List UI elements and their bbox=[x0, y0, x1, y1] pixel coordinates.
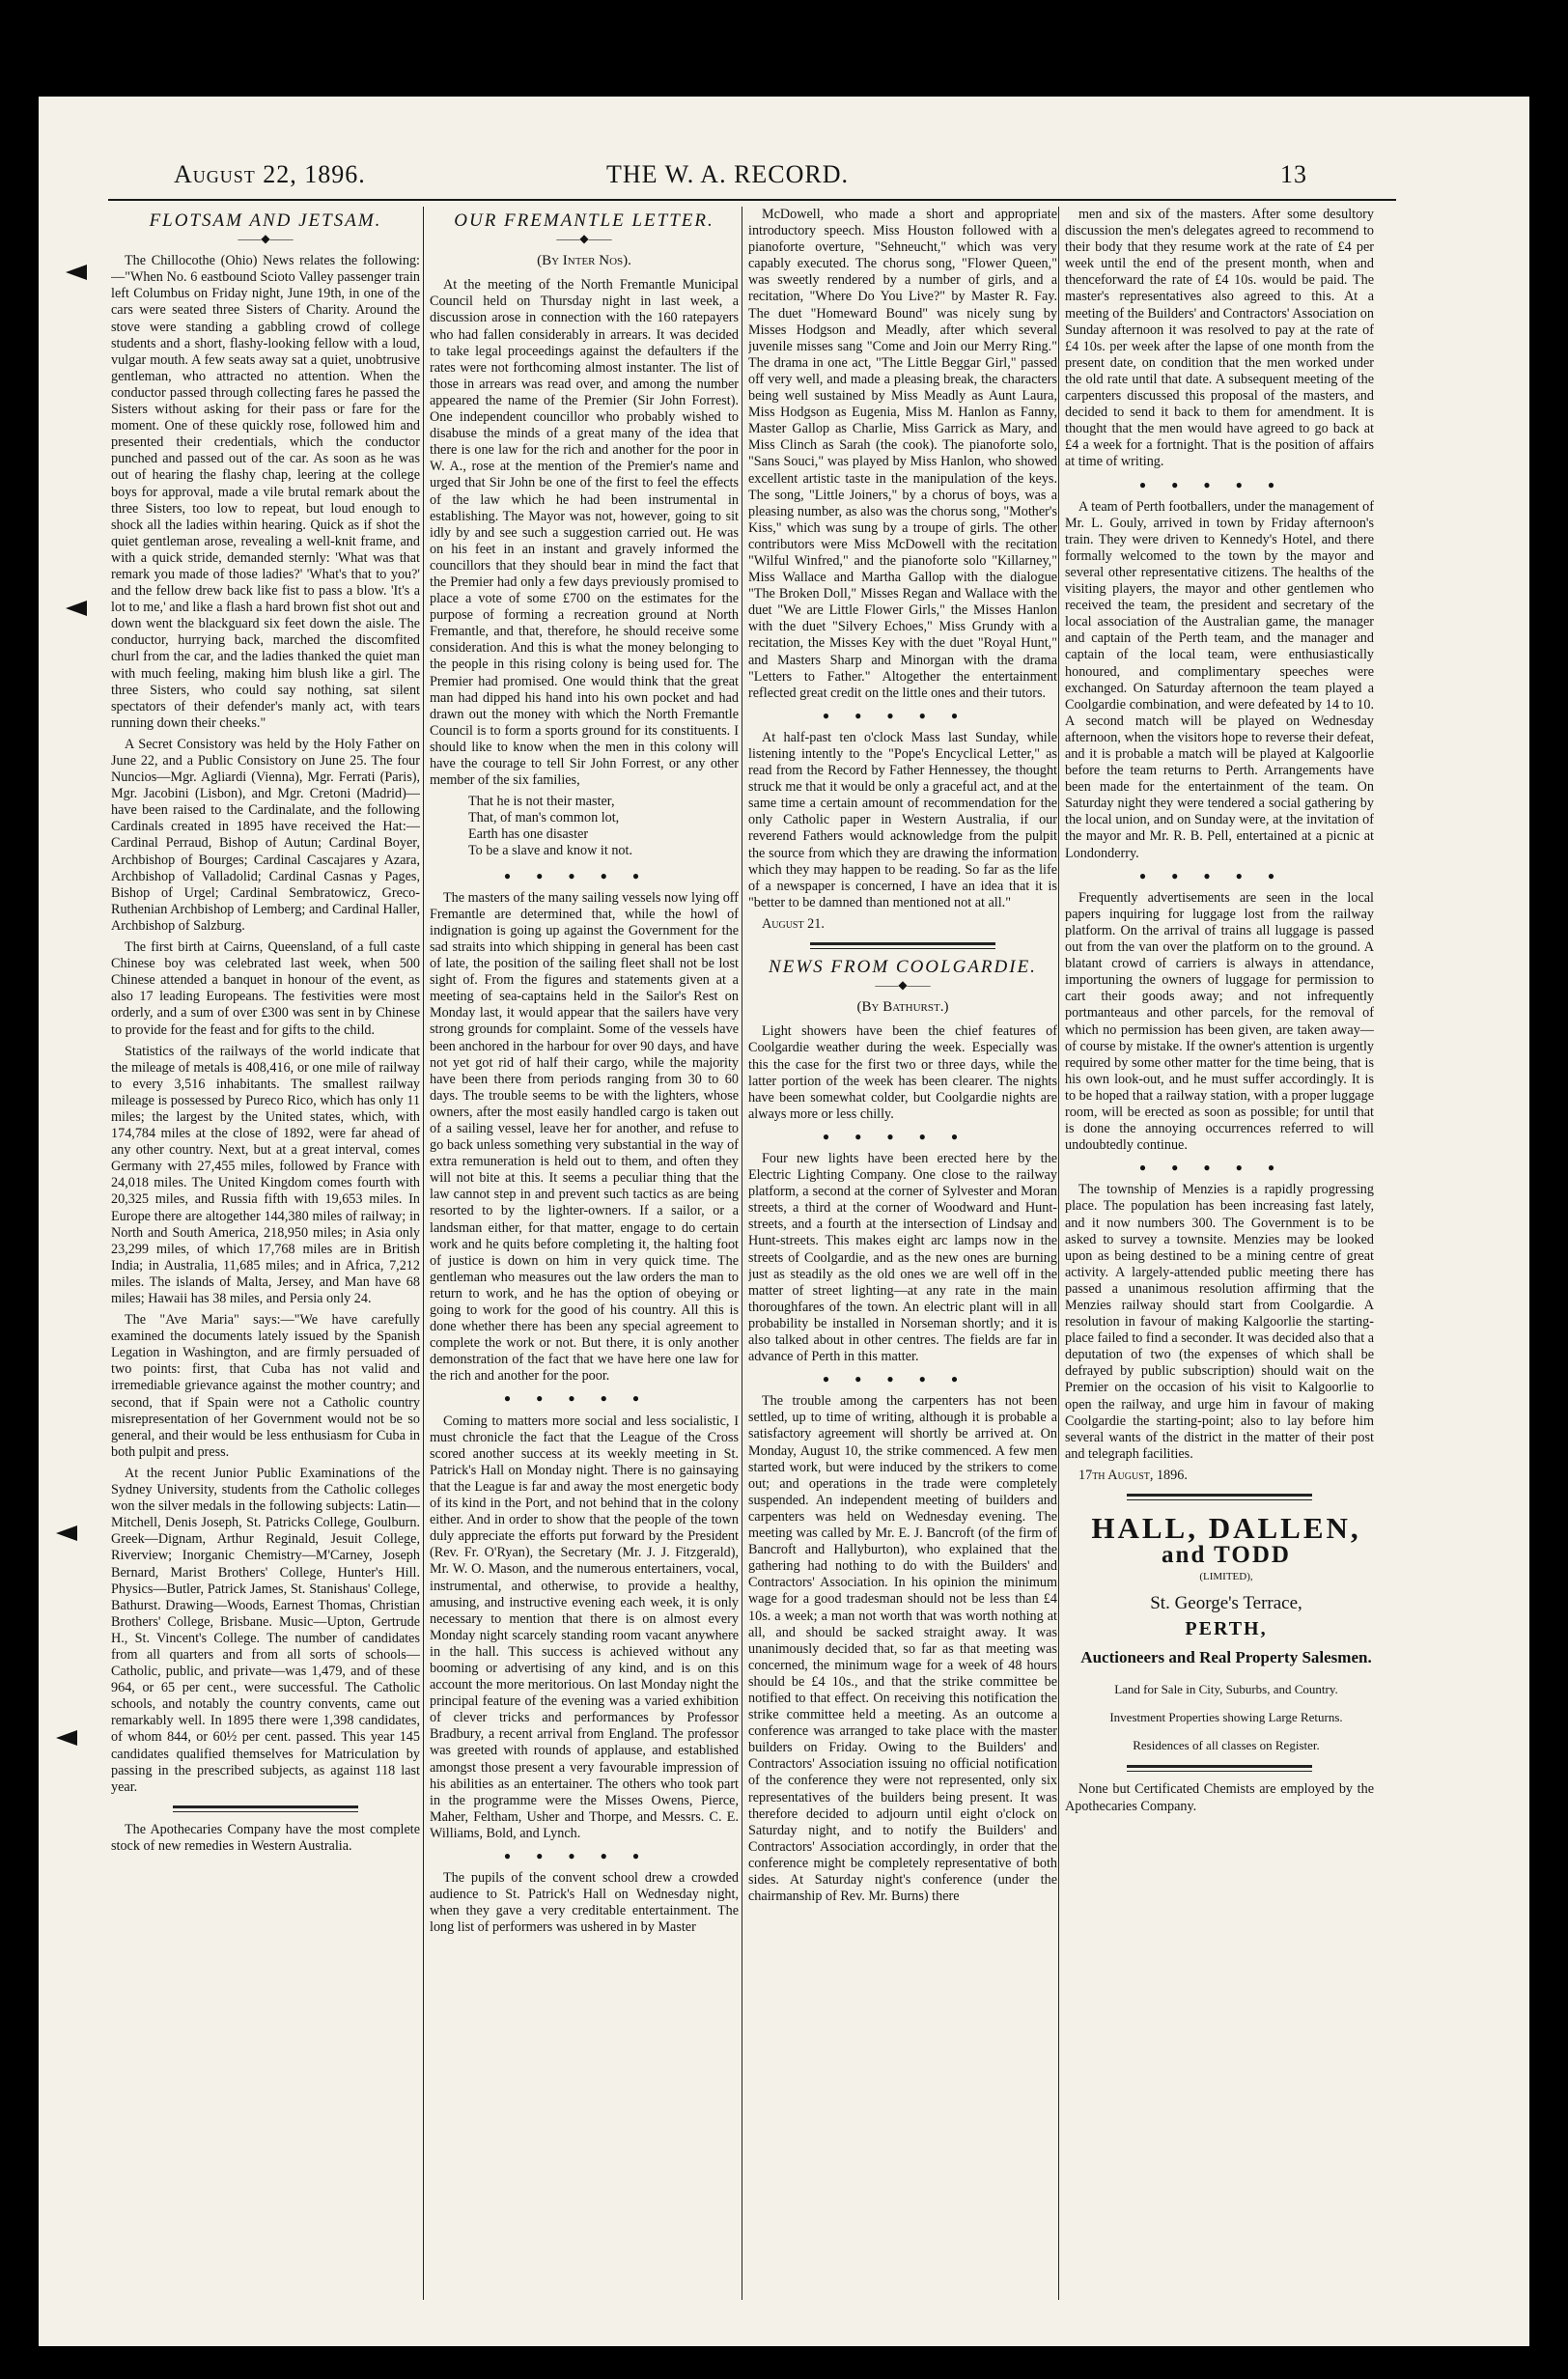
divider bbox=[1127, 1494, 1312, 1500]
verse-line: To be a slave and know it not. bbox=[468, 843, 633, 859]
section-break: ●●●●● bbox=[503, 1849, 665, 1862]
section-break: ●●●●● bbox=[822, 708, 984, 722]
byline: (By Bathurst.) bbox=[856, 999, 949, 1016]
margin-pointer-icon bbox=[66, 265, 87, 280]
article-paragraph: At the recent Junior Public Examinations of the Sydney University, students from the Catholic colleges won the silver medals in the following subjects: Latin—Mitchell, Denis Joseph, St. Patricks College, Goulburn. Greek—Dignam, Arthur Reginald, Jesuit College, Riverview; Inorganic Chemistry—M'Carney, Joseph Bernard, Marist Brothers' College, Hunter's Hill. Physics—Butler, Patrick James, St. Stanishaus' College, Bathurst. Drawing—Woods, Earnest Thomas, Christian Brothers' College, Brisbane. Music—Upton, Gertrude H., St. Vincent's College. The number of candidates from all quarters and from all sorts of schools—Catholic, public, and private—was 1,479, and of these 964, or 65 per cent., were successful. The Catholic schools, and notably the country convents, came out remarkably well. In 1895 there were 1,398 candidates, of whom 844, or 60½ per cent. passed. This year 145 candidates qualified themselves for Matriculation by passing in the prescribed subjects, as against 118 last year. bbox=[111, 1465, 420, 1795]
signoff: 17th August, 1896. bbox=[1078, 1467, 1188, 1483]
article-paragraph: Coming to matters more social and less socialistic, I must chronicle the fact that the League of the Cross scored another success at its weekly meeting in St. Patrick's Hall on Monday night. There is no gainsaying that the League is far and away the most energetic body of its kind in the Port, and not behind that in the colony either. And in order to show that the people of the town duly appreciate the efforts put forward by the President (Rev. Fr. O'Ryan), the Secretary (Mr. J. J. Fitzgerald), Mr. W. O. Mason, and the numerous entertainers, vocal, instrumental, and otherwise, to provide a healthy, amusing, and instructive evening each week, it is only necessary to mention that there is on almost every Monday night scarcely standing room vacant anywhere in the hall. This success is achieved without any booming or advertising of any kind, and is on this account the more meritorious. On last Monday night the principal feature of the evening was a varied exhibition of clever tricks and performances by Professor Bradbury, a recent arrival from England. The professor was greeted with rounds of applause, and established amongst those present a very favourable impression of his abilities as an entertainer. The others who took part in the programme were the Misses Owens, Pierce, Maher, Feltham, Usher and Thorpe, and Messrs. C. E. Williams, Bold, and Lynch. bbox=[430, 1413, 739, 1841]
verse-line: That he is not their master, bbox=[468, 794, 615, 810]
section-break: ●●●●● bbox=[1138, 1161, 1301, 1175]
article-paragraph: The pupils of the convent school drew a crowded audience to St. Patrick's Hall on Wednesday night, when they gave a very creditable entertainment. The long list of performers was ushered in by Master bbox=[430, 1870, 739, 1936]
margin-pointer-icon bbox=[56, 1525, 77, 1541]
section-break: ●●●●● bbox=[1138, 868, 1301, 882]
verse bbox=[468, 794, 739, 859]
article-paragraph: A team of Perth footballers, under the management of Mr. L. Gouly, arrived in town by Friday afternoon's train. They were driven to Kennedy's Hotel, and there formally welcomed to the town by the mayor and several other representative citizens. The healths of the visiting players, the mayor and other gentlemen who received the team, the president and secretary of the local association of the Australian game, the manager and captain of the Perth team, and the manager and captain of the local team, were enthusiastically honoured, and complimentary speeches were exchanged. On Saturday afternoon the team played a Coolgardie combination, and were defeated by 14 to 10. A second match will be played on Wednesday afternoon, when the visitors hope to reverse their defeat, and it is probable a match will be played at Kalgoorlie before the team returns to Perth. Arrangements have been made for the entertainment of the team. On Saturday night they were tendered a social gathering by the local union, and on Sunday were, at the invitation of the mayor and Mr. R. B. Pell, entertained at a picnic at Londonderry. bbox=[1065, 498, 1374, 861]
verse-line: That, of man's common lot, bbox=[468, 810, 620, 826]
section-break: ●●●●● bbox=[822, 1372, 984, 1386]
header-rule bbox=[108, 199, 1396, 201]
divider bbox=[1127, 1765, 1312, 1772]
ad-address: St. George's Terrace, bbox=[1150, 1593, 1302, 1614]
section-title: OUR FREMANTLE LETTER. bbox=[454, 210, 714, 231]
article-paragraph: The "Ave Maria" says:—"We have carefully examined the documents lately issued by the Spanish Legation in Washington, and are firmly persuaded of two points: first, that Cuba has not valid and irremediable grievance against the mother country; and second, that if Spain were not a Catholic country misrepresentation of her Government would not be so general, and their would be less enthusiasm for Cuba in both pulpit and press. bbox=[111, 1312, 420, 1460]
ad-line: Investment Properties showing Large Returns. bbox=[1109, 1710, 1343, 1725]
article-paragraph: men and six of the masters. After some desultory discussion the men's delegates agreed to recommend to their body that they resume work at the rate of £4 per week until the end of the present month, when and thenceforward the rate of £4 10s. would be paid. The master's representatives also agreed to this. At a meeting of the Builders' and Contractors' Association on Sunday afternoon it was resolved to pay at the rate of £4 10s. per week after the lapse of one month from the present date, on condition that the men worked under the old rate until that date. A subsequent meeting of the carpenters discussed this proposal of the masters, and decided to send it back to them for amendment. It is thought that the men would have agreed to go back at £4 a week for a fortnight. That is the position of affairs at time of writing. bbox=[1065, 207, 1374, 470]
article-paragraph: The first birth at Cairns, Queensland, of a full caste Chinese boy was celebrated last week, when 500 Chinese attended a banquet in honour of the event, as also 17 leading Europeans. The festivities were most orderly, and a sum of over £300 was sent in by Chinese to provide for the feast and for gifts to the child. bbox=[111, 939, 420, 1038]
article-paragraph: At half-past ten o'clock Mass last Sunday, while listening intently to the "Pope's Encyclical Letter," as read from the Record by Father Hennessey, the thought struck me that it would be only a graceful act, and at the same time a certain amount of recommendation for the only Catholic paper in Western Australia, if our reverend Fathers would acknowledge from the pulpit the source from which they are drawing the information which they may happen to be reading. So far as the life of a newspaper is concerned, I have an idea that it is "better to be damned than mentioned not at all." bbox=[748, 729, 1057, 910]
signoff: August 21. bbox=[762, 915, 825, 932]
section-break: ●●●●● bbox=[503, 1391, 665, 1406]
issue-date: August 22, 1896. bbox=[174, 160, 366, 188]
article-paragraph: Frequently advertisements are seen in the local papers inquiring for luggage lost from the railway platform. On the arrival of trains all luggage is passed out from the van over the platform on to the ground. A blatant crowd of carriers is always in attendance, importuning the owners of luggage for permission to cart their goods away; and not infrequently portmanteaus and other parcels, for the removal of which no permission has been given, are taken away—of course by mistake. If the owner's attention is urgently required by some other matter for the time being, that is his own look-out, and he must suffer accordingly. It is to be hoped that a railway station, with a proper luggage room, will be erected as soon as possible; for until that is done the annoying occurrences referred to will undoubtedly continue. bbox=[1065, 889, 1374, 1154]
section-break: ●●●●● bbox=[1138, 477, 1301, 491]
page-number: 13 bbox=[1280, 160, 1307, 188]
article-paragraph: At the meeting of the North Fremantle Municipal Council held on Thursday night in last week, a discussion arose in connection with the 160 ratepayers who had fallen considerably in arrears. It was decided to take legal proceedings against the defaulters if the rates were not forthcoming almost instanter. The list of those in arrears was read over, and among the number appeared the name of the Premier (Sir John Forrest). One independent councillor who probably wished to disabuse the minds of a great many of the idea that there is one law for the rich and another for the poor in W. A., rose at the mention of the Premier's name and urged that Sir John be one of the first to feel the effects of the law which he had been instrumental in establishing. The Mayor was not, however, going to sit idly by and see such a suggestion carried out. He was on his feet in an instant and gravely informed the councillors that they should bear in mind the fact that the Premier had only a few days previously promised to place a vote of some £700 on the estimates for the purpose of forming a recreation ground at North Fremantle, and that, therefore, he should receive some consideration. And this is what the money belonging to the people in this rising colony is being used for. The Premier had promised. One would think that the great man had dipped his hand into his own pocket and had drawn out the money with which the North Fremantle Council is to form a sports ground for its constituents. I should like to know when the men in this colony will have the courage to tell Sir John Forrest, or any other member of the six families, bbox=[430, 277, 739, 789]
margin-pointer-icon bbox=[56, 1730, 77, 1746]
ad-firm-name: and TODD bbox=[1162, 1542, 1291, 1569]
divider bbox=[173, 1805, 358, 1812]
ornament: ——◆—— bbox=[875, 978, 931, 993]
ornament: ——◆—— bbox=[238, 232, 294, 246]
ad-firm-name: HALL, DALLEN, bbox=[1091, 1511, 1361, 1546]
section-title: FLOTSAM AND JETSAM. bbox=[149, 210, 382, 231]
ad-line: Residences of all classes on Register. bbox=[1133, 1738, 1320, 1753]
article-paragraph: Four new lights have been erected here by the Electric Lighting Company. One close to the railway platform, a second at the corner of Sylvester and Moran streets, a third at the corner of Woodward and Hunt-streets, and a fourth at the intersection of Lindsay and Hunt-streets. This makes eight arc lamps now in the streets of Coolgardie, and as the new ones are burning just as steadily as the old ones we are well off in the matter of street lighting—at any rate in the main thoroughfares of the town. An electric plant will in all probability be installed in Norseman shortly; and it is also talked about in other centres. The fields are far in advance of Perth in this matter. bbox=[748, 1150, 1057, 1365]
ad-line: Land for Sale in City, Suburbs, and Country. bbox=[1114, 1682, 1338, 1697]
article-paragraph: Statistics of the railways of the world indicate that the mileage of metals is 408,416, or one mile of railway to every 3,516 inhabitants. The smallest railway mileage is possessed by Pureco Rico, which has only 11 miles; the largest by the United states, which, with 174,784 miles at the close of 1892, were far ahead of any other country. Next, but at a great interval, comes Germany with 27,455 miles, followed by France with 24,018 miles. The United Kingdom comes fourth with 20,325 miles, and Russia fifth with 19,653 miles. In Europe there are altogether 144,380 miles of railway; in North and South America, 218,950 miles; in Asia only 23,299 miles, of which 17,768 miles are in British India; in Australia, 11,685 miles; and in Africa, 7,212 miles. The islands of Malta, Jersey, and Man have 68 miles; Hawaii has 38 miles, and Persia only 24. bbox=[111, 1043, 420, 1306]
article-paragraph: McDowell, who made a short and appropriate introductory speech. Miss Houston followed with a pianoforte overture, "Sehneucht," which was very capably executed. The chorus song, "Flower Queen," was sweetly rendered by a number of girls, and a recitation, "Where Do You Live?" by Master R. Fay. The duet "Homeward Bound" was nicely sung by Misses Hodgson and Meadly, after which several juvenile misses sang "Come and Join our Merry Ring." The drama in one act, "The Little Beggar Girl," passed off very well, and made a pleasing break, the characters being well sustained by Miss Meadly as Aunt Laura, Miss Hodgson as Eugenia, Miss M. Hanlon as Fanny, Master Gallop as Charlie, Miss Garrick as Mary, and Miss Clinch as Sarah (the cook). The pianoforte solo, "Sans Souci," was played by Miss Hanlon, who showed excellent artistic taste in the manipulation of the keys. The song, "Little Joiners," by a chorus of boys, was a pleasing number, as also was the chorus song, "Mother's Kiss," which was sung by a troupe of girls. The other contributors were Miss McDowell with the recitation "Wilful Winfred," and the pianoforte solo "Killarney," Miss Wallace and Martha Gallop with the dialogue "The Broken Doll," Misses Regan and Wallace with the duet "We are Little Flower Girls," the Misses Hanlon with the duet "Silvery Echoes," Miss Grundy with a recitation, the Misses Key with the duet "Royal Hunt," and Masters Sharp and Minorgan with the drama "Letters to Father." Altogether the entertainment reflected great credit on the little ones and their tutors. bbox=[748, 207, 1057, 701]
column-2 bbox=[430, 207, 739, 2300]
notice: None but Certificated Chemists are employed by the Apothecaries Company. bbox=[1065, 1781, 1374, 1814]
ad-city: PERTH, bbox=[1185, 1618, 1268, 1640]
column-3 bbox=[748, 207, 1057, 2300]
article-paragraph: Light showers have been the chief features of Coolgardie weather during the week. Especially was this the case for the first two or three days, while the latter portion of the week has been clearer. The nights have been somewhat colder, but Coolgardie nights are always more or less chilly. bbox=[748, 1023, 1057, 1122]
section-break: ●●●●● bbox=[503, 868, 665, 882]
section-break: ●●●●● bbox=[822, 1129, 984, 1143]
margin-pointer-icon bbox=[66, 601, 87, 616]
column-rule bbox=[423, 207, 424, 2300]
article-paragraph: The trouble among the carpenters has not been settled, up to time of writing, although it is probable a satisfactory agreement will shortly be arrived at. On Monday, August 10, the strike commenced. A few men started work, but were induced by the strikers to come out; and operations in the trade were completely suspended. An independent meeting of builders and carpenters was held on Wednesday evening. The meeting was called by Mr. E. J. Bancroft (of the firm of Bancroft and Hallyburton), who explained that the gathering had nothing to do with the Builders' and Contractors' Association. In his opinion the minimum wage for a good tradesman should not be less than £4 10s. a week; a man not worth that was worth nothing at all, and should be sacked straight away. It was unanimously decided that, so far as that meeting was concerned, the minimum wage for a week of 48 hours should be £4 10s., and that the strike committee be notified to that effect. On receiving this notification the strike committee held a meeting. As an outcome a conference was arranged to take place with the master builders on Friday. Owing to the Builders' and Contractors' Association issuing no official notification of the conference they were not represented, only six representatives of the builders being present. It was therefore decided to adjourn until eight o'clock on Saturday night, and to notify the Builders' and Contractors' Association accordingly, in order that the conference might be completely representative of both sides. At Saturday night's conference (under the chairmanship of Rev. Mr. Burns) there bbox=[748, 1393, 1057, 1905]
verse-line: Earth has one disaster bbox=[468, 826, 589, 843]
ad-trade: Auctioneers and Real Property Salesmen. bbox=[1080, 1648, 1372, 1667]
divider bbox=[810, 942, 995, 949]
ornament: ——◆—— bbox=[556, 232, 612, 246]
byline: (By Inter Nos). bbox=[537, 253, 631, 269]
column-1 bbox=[111, 207, 420, 2300]
article-paragraph: The Chillocothe (Ohio) News relates the following:—"When No. 6 eastbound Scioto Valley passenger train left Columbus on Friday night, June 19th, in one of the cars were seated three Sisters of Charity. Around the stove were standing a gabbling crowd of college students and a short, flashy-looking fellow with a loud, vulgar mouth. A few seats away sat a quiet, unobtrusive gentleman, who attracted no attention. When the conductor passed through collecting fares he passed the Sisters without asking for their pass or fare for the moment. One of these quickly rose, followed him and presented their credentials, which the conductor punched and passed out of the car. As soon as he was out of hearing the flashy chap, leering at the college boys for approval, made a vile brutal remark about the three Sisters, too low to repeat, but loud enough to shock all the ladies within hearing. Quick as if shot the quiet gentleman arose, revealing a well-knit frame, and with a quick stride, demanded sternly: 'What was that remark you made of those ladies?' 'What's that to you?' and the fellow drew back like fist to pass a blow. 'It's a lot to me,' and like a flash a hard brown fist shot out and down went the blackguard six feet down the aisle. The conductor, hurrying back, marched the discomfited churl from the car, and the ladies thanked the quiet man with much feeling, making him blush like a girl. The three Sisters, who could say nothing, sat silent spectators of their defender's manly act, with tears running down their cheeks." bbox=[111, 253, 420, 731]
article-paragraph: A Secret Consistory was held by the Holy Father on June 22, and a Public Consistory on June 25. The four Nuncios—Mgr. Agliardi (Vienna), Mgr. Ferrati (Paris), Mgr. Jacobini (Lisbon), and Mgr. Cretoni (Madrid)—have been raised to the Cardinalate, and the following Cardinals created in 1895 have received the Hat:—Cardinal Perraud, Bishop of Autun; Cardinal Boyer, Archbishop of Bourges; Cardinal Cascajares y Azara, Archbishop of Valladolid; Cardinal Casnas y Pages, Bishop of Urgel; Cardinal Sembratowicz, Greco-Ruthenian Archbishop of Lemberg; and Cardinal Haller, Archbishop of Salzburg. bbox=[111, 736, 420, 934]
article-paragraph: The township of Menzies is a rapidly progressing place. The population has been increasing fast lately, and it now numbers 300. The Government is to be asked to survey a townsite. Menzies may be looked upon as being destined to be a mining centre of great activity. A largely-attended public meeting there has passed a unanimous resolution affirming that the Menzies railway should start from Coolgardie. A resolution in favour of making Kalgoorlie the starting-place failed to find a seconder. It was decided also that a deputation of two (the expenses of which shall be defrayed by public subscription) should wait on the Premier on the occasion of his visit to Kalgoorlie to open the railway, and urge him in favour of making Coolgardie the starting-point; also to lay before him several wants of the district in the matter of their post and telegraph facilities. bbox=[1065, 1182, 1374, 1462]
section-title: NEWS FROM COOLGARDIE. bbox=[769, 957, 1037, 978]
article-paragraph: The masters of the many sailing vessels now lying off Fremantle are determined that, while the howl of indignation is going up against the Government for the sad straits into which shipping in general has been cast of late, the position of the sailing fleet shall not be lost sight of. From the figures and statements given at a meeting of sea-captains held in the Sailor's Rest on Monday last, it would appear that the sailers have very strong grounds for complaint. Some of the vessels have been anchored in the harbour for over 90 days, and have not yet got rid of half their cargo, while the majority have been there from periods ranging from 30 to 60 days. The trouble seems to be with the lighters, whose owners, after the most easily handled cargo is taken out of a sailing vessel, leave her for another, and refuse to go back unless something very substantial in the way of extra remuneration is held out to them, and often they will not bite at this. It seems a peculiar thing that the law cannot step in and prevent such tactics as are being resorted to by the lighter-owners. If a sailor, or a landsman either, for that matter, engage to do certain work and he quits before completing it, the halting foot of justice is down on him in very quick time. The gentleman who measures out the law orders the man to return to work, and he has the option of obeying or going to work for the good of his country. All this is done whether there has been any special agreement to complete the work or not. But there, it is only another demonstration of the fact that we have here one law for the rich and another for the poor. bbox=[430, 889, 739, 1385]
column-4 bbox=[1065, 207, 1374, 2300]
column-rule bbox=[1058, 207, 1059, 2300]
ad-limited: (LIMITED), bbox=[1199, 1571, 1253, 1583]
notice: The Apothecaries Company have the most complete stock of new remedies in Western Australia. bbox=[111, 1821, 420, 1854]
advertisement bbox=[1065, 1510, 1374, 1753]
masthead: THE W. A. RECORD. bbox=[606, 160, 850, 188]
